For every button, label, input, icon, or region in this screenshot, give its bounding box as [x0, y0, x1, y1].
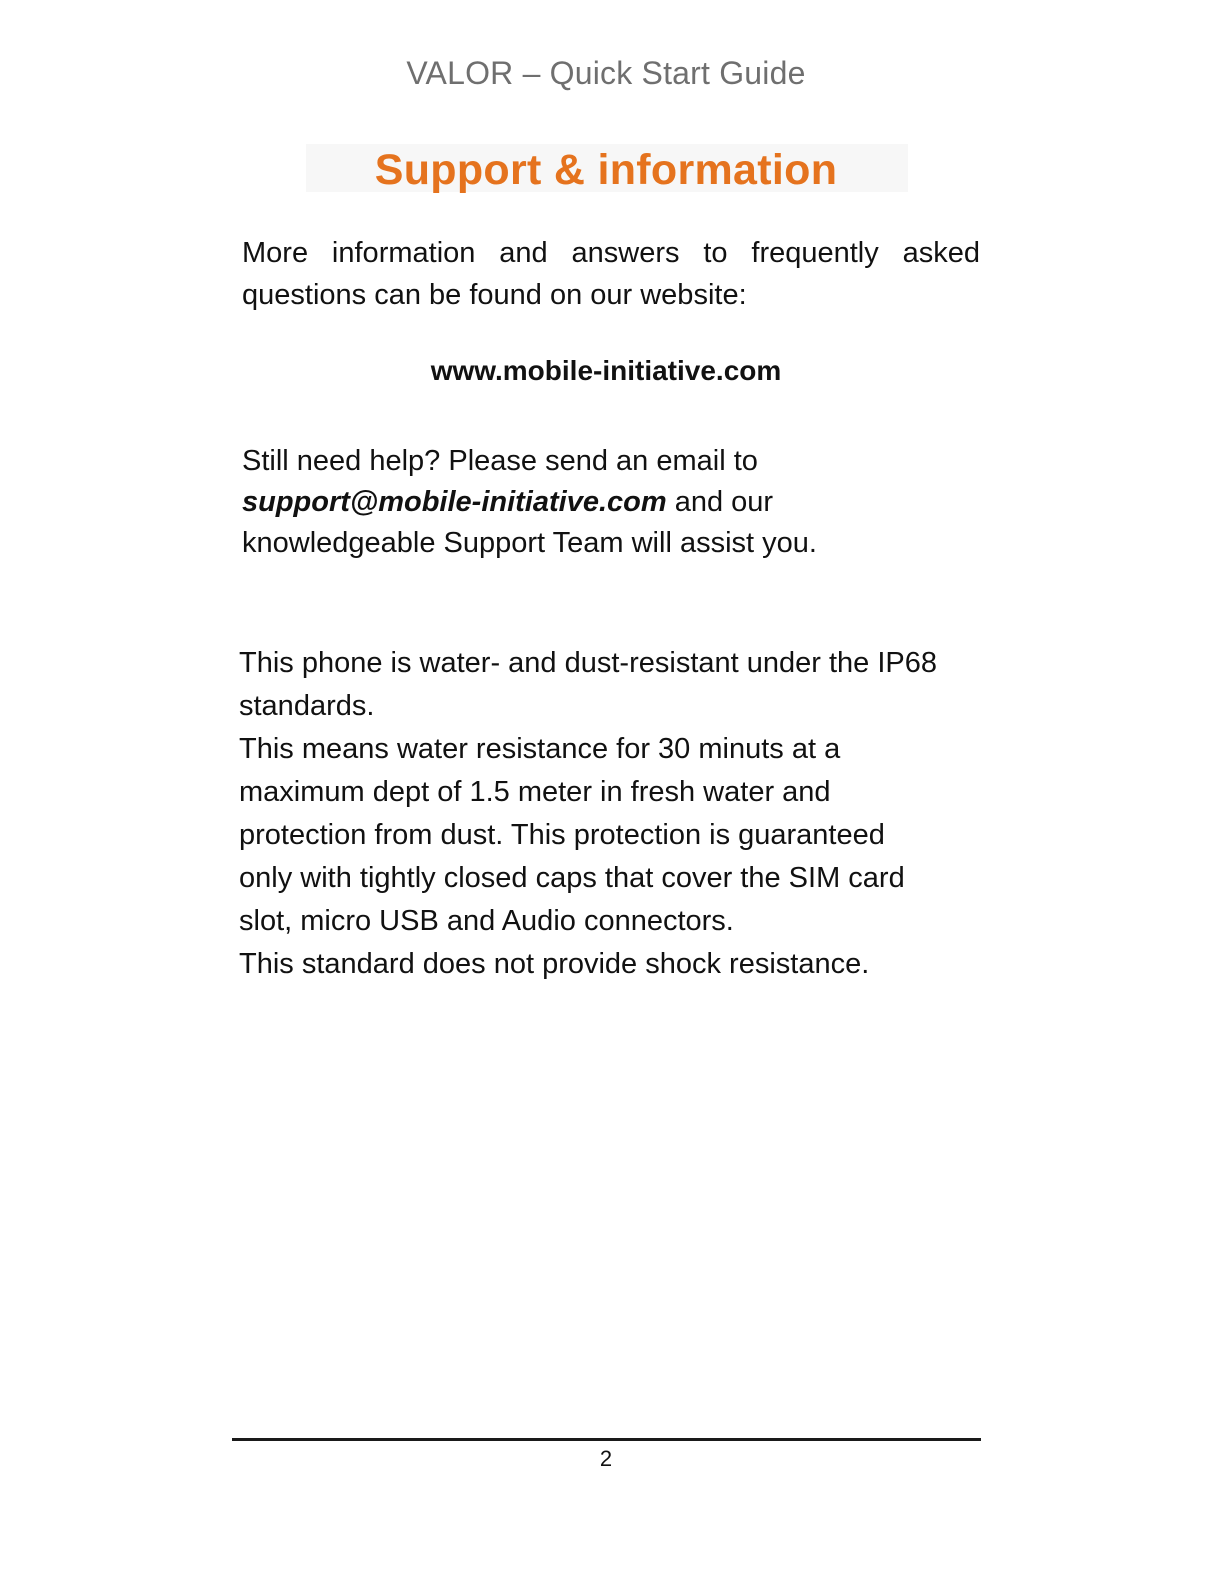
ip-rating-line: This means water resistance for 30 minuts at a: [239, 733, 841, 765]
intro-line-2: questions can be found on our website:: [242, 279, 747, 311]
ip-rating-line: This standard does not provide shock resistance.: [239, 948, 870, 980]
ip-rating-line: protection from dust. This protection is guaranteed: [239, 819, 885, 851]
help-line-3: knowledgeable Support Team will assist you.: [242, 527, 817, 559]
help-line-1: Still need help? Please send an email to: [242, 445, 758, 477]
help-paragraph: [242, 441, 942, 564]
running-header: VALOR – Quick Start Guide: [406, 55, 806, 91]
ip-rating-line: only with tightly closed caps that cover the SIM card: [239, 862, 905, 894]
intro-paragraph: [242, 232, 980, 316]
ip-rating-line: This phone is water- and dust-resistant under the IP68: [239, 647, 937, 679]
footer-divider: [232, 1438, 981, 1441]
help-line-2: [242, 482, 942, 523]
ip-rating-line: standards.: [239, 690, 375, 722]
support-email-link[interactable]: support@mobile-initiative.com: [242, 486, 667, 518]
ip-rating-line: maximum dept of 1.5 meter in fresh water and: [239, 776, 831, 808]
ip-rating-line: slot, micro USB and Audio connectors.: [239, 905, 734, 937]
website-link[interactable]: www.mobile-initiative.com: [430, 355, 782, 386]
intro-line-1: More information and answers to frequently asked: [242, 237, 980, 269]
ip-rating-paragraph: [239, 642, 979, 986]
help-line-2-rest: and our: [666, 486, 774, 518]
section-title: Support & information: [374, 146, 838, 194]
page-number: 2: [599, 1446, 613, 1471]
